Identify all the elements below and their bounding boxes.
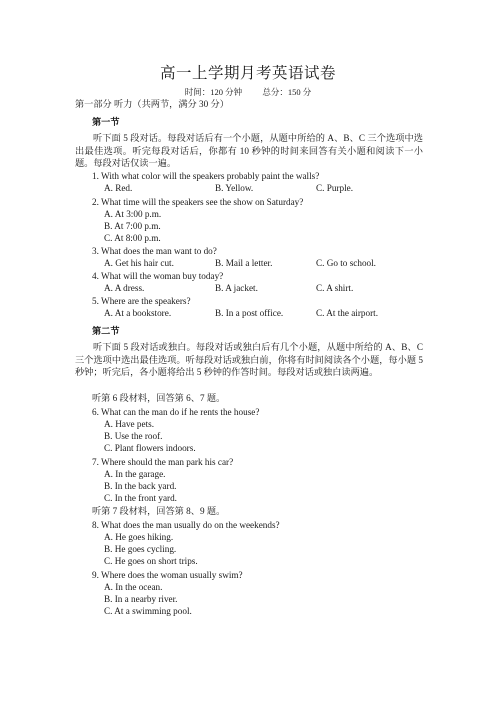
exam-meta <box>0 86 496 98</box>
question-6: 6. What can the man do if he rents the house? <box>92 407 260 417</box>
q5-option-a: A. At a bookstore. <box>104 308 172 318</box>
q8-option-a: A. He goes hiking. <box>104 532 174 542</box>
q6-option-a: A. Have pets. <box>104 419 155 429</box>
q4-option-a: A. A dress. <box>104 283 145 293</box>
q4-option-c: C. A shirt. <box>316 283 354 293</box>
q4-option-b: B. A jacket. <box>215 283 258 293</box>
section1-heading: 第一节 <box>92 117 120 127</box>
q7-option-a: A. In the garage. <box>104 469 166 479</box>
question-9: 9. Where does the woman usually swim? <box>92 570 243 580</box>
q3-option-c: C. Go to school. <box>316 258 376 268</box>
q6-option-b: B. Use the roof. <box>104 431 163 441</box>
q3-option-a: A. Get his hair cut. <box>104 258 174 268</box>
material-6-heading: 听第 6 段材料，回答第 6、7 题。 <box>92 393 226 403</box>
q2-option-a: A. At 3:00 p.m. <box>104 209 162 219</box>
q6-option-c: C. Plant flowers indoors. <box>104 443 196 453</box>
q1-option-b: B. Yellow. <box>215 183 254 193</box>
part-heading: 第一部分 听力（共两节，满分 30 分） <box>75 99 229 109</box>
q5-option-b: B. In a post office. <box>215 308 284 318</box>
question-2: 2. What time will the speakers see the show on Saturday? <box>92 197 304 207</box>
section2-heading: 第二节 <box>92 326 120 336</box>
q9-option-b: B. In a nearby river. <box>104 594 178 604</box>
q2-option-b: B. At 7:00 p.m. <box>104 221 161 231</box>
q8-option-c: C. He goes on short trips. <box>104 556 198 566</box>
section1-instructions: 听下面 5 段对话。每段对话后有一个小题，从题中所给的 A、B、C 三个选项中选出最佳选项。听完每段对话后，你都有 10 秒钟的时间来回答有关小题和阅读下一小题。每段对话仅读一遍。 <box>75 133 423 169</box>
q3-option-b: B. Mail a letter. <box>215 258 273 268</box>
material-7-heading: 听第 7 段材料，回答第 8、9 题。 <box>92 506 226 516</box>
q5-option-c: C. At the airport. <box>316 308 379 318</box>
q9-option-a: A. In the ocean. <box>104 582 163 592</box>
q7-option-b: B. In the back yard. <box>104 481 177 491</box>
question-7: 7. Where should the man park his car? <box>92 457 234 467</box>
section2-instructions: 听下面 5 段对话或独白。每段对话或独白后有几个小题，从题中所给的 A、B、C 三个选项中选出最佳选项。听每段对话或独白前，你将有时间阅读各个小题，每小题 5 秒钟；听完后，各小题将给出 5 秒钟的作答时间。每段对话或独白读两遍。 <box>75 342 423 378</box>
question-1: 1. With what color will the speakers probably paint the walls? <box>92 171 320 181</box>
question-3: 3. What does the man want to do? <box>92 246 217 256</box>
q9-option-c: C. At a swimming pool. <box>104 606 192 616</box>
q2-option-c: C. At 8:00 p.m. <box>104 233 161 243</box>
q1-option-c: C. Purple. <box>316 183 354 193</box>
q7-option-c: C. In the front yard. <box>104 493 177 503</box>
question-4: 4. What will the woman buy today? <box>92 271 224 281</box>
exam-title: 高一上学期月考英语试卷 <box>159 65 336 82</box>
question-8: 8. What does the man usually do on the weekends? <box>92 520 280 530</box>
exam-time: 时间：120 分钟 <box>184 87 243 97</box>
question-5: 5. Where are the speakers? <box>92 296 191 306</box>
q8-option-b: B. He goes cycling. <box>104 544 177 554</box>
q1-option-a: A. Red. <box>104 183 133 193</box>
exam-score: 总分：150 分 <box>262 87 312 97</box>
